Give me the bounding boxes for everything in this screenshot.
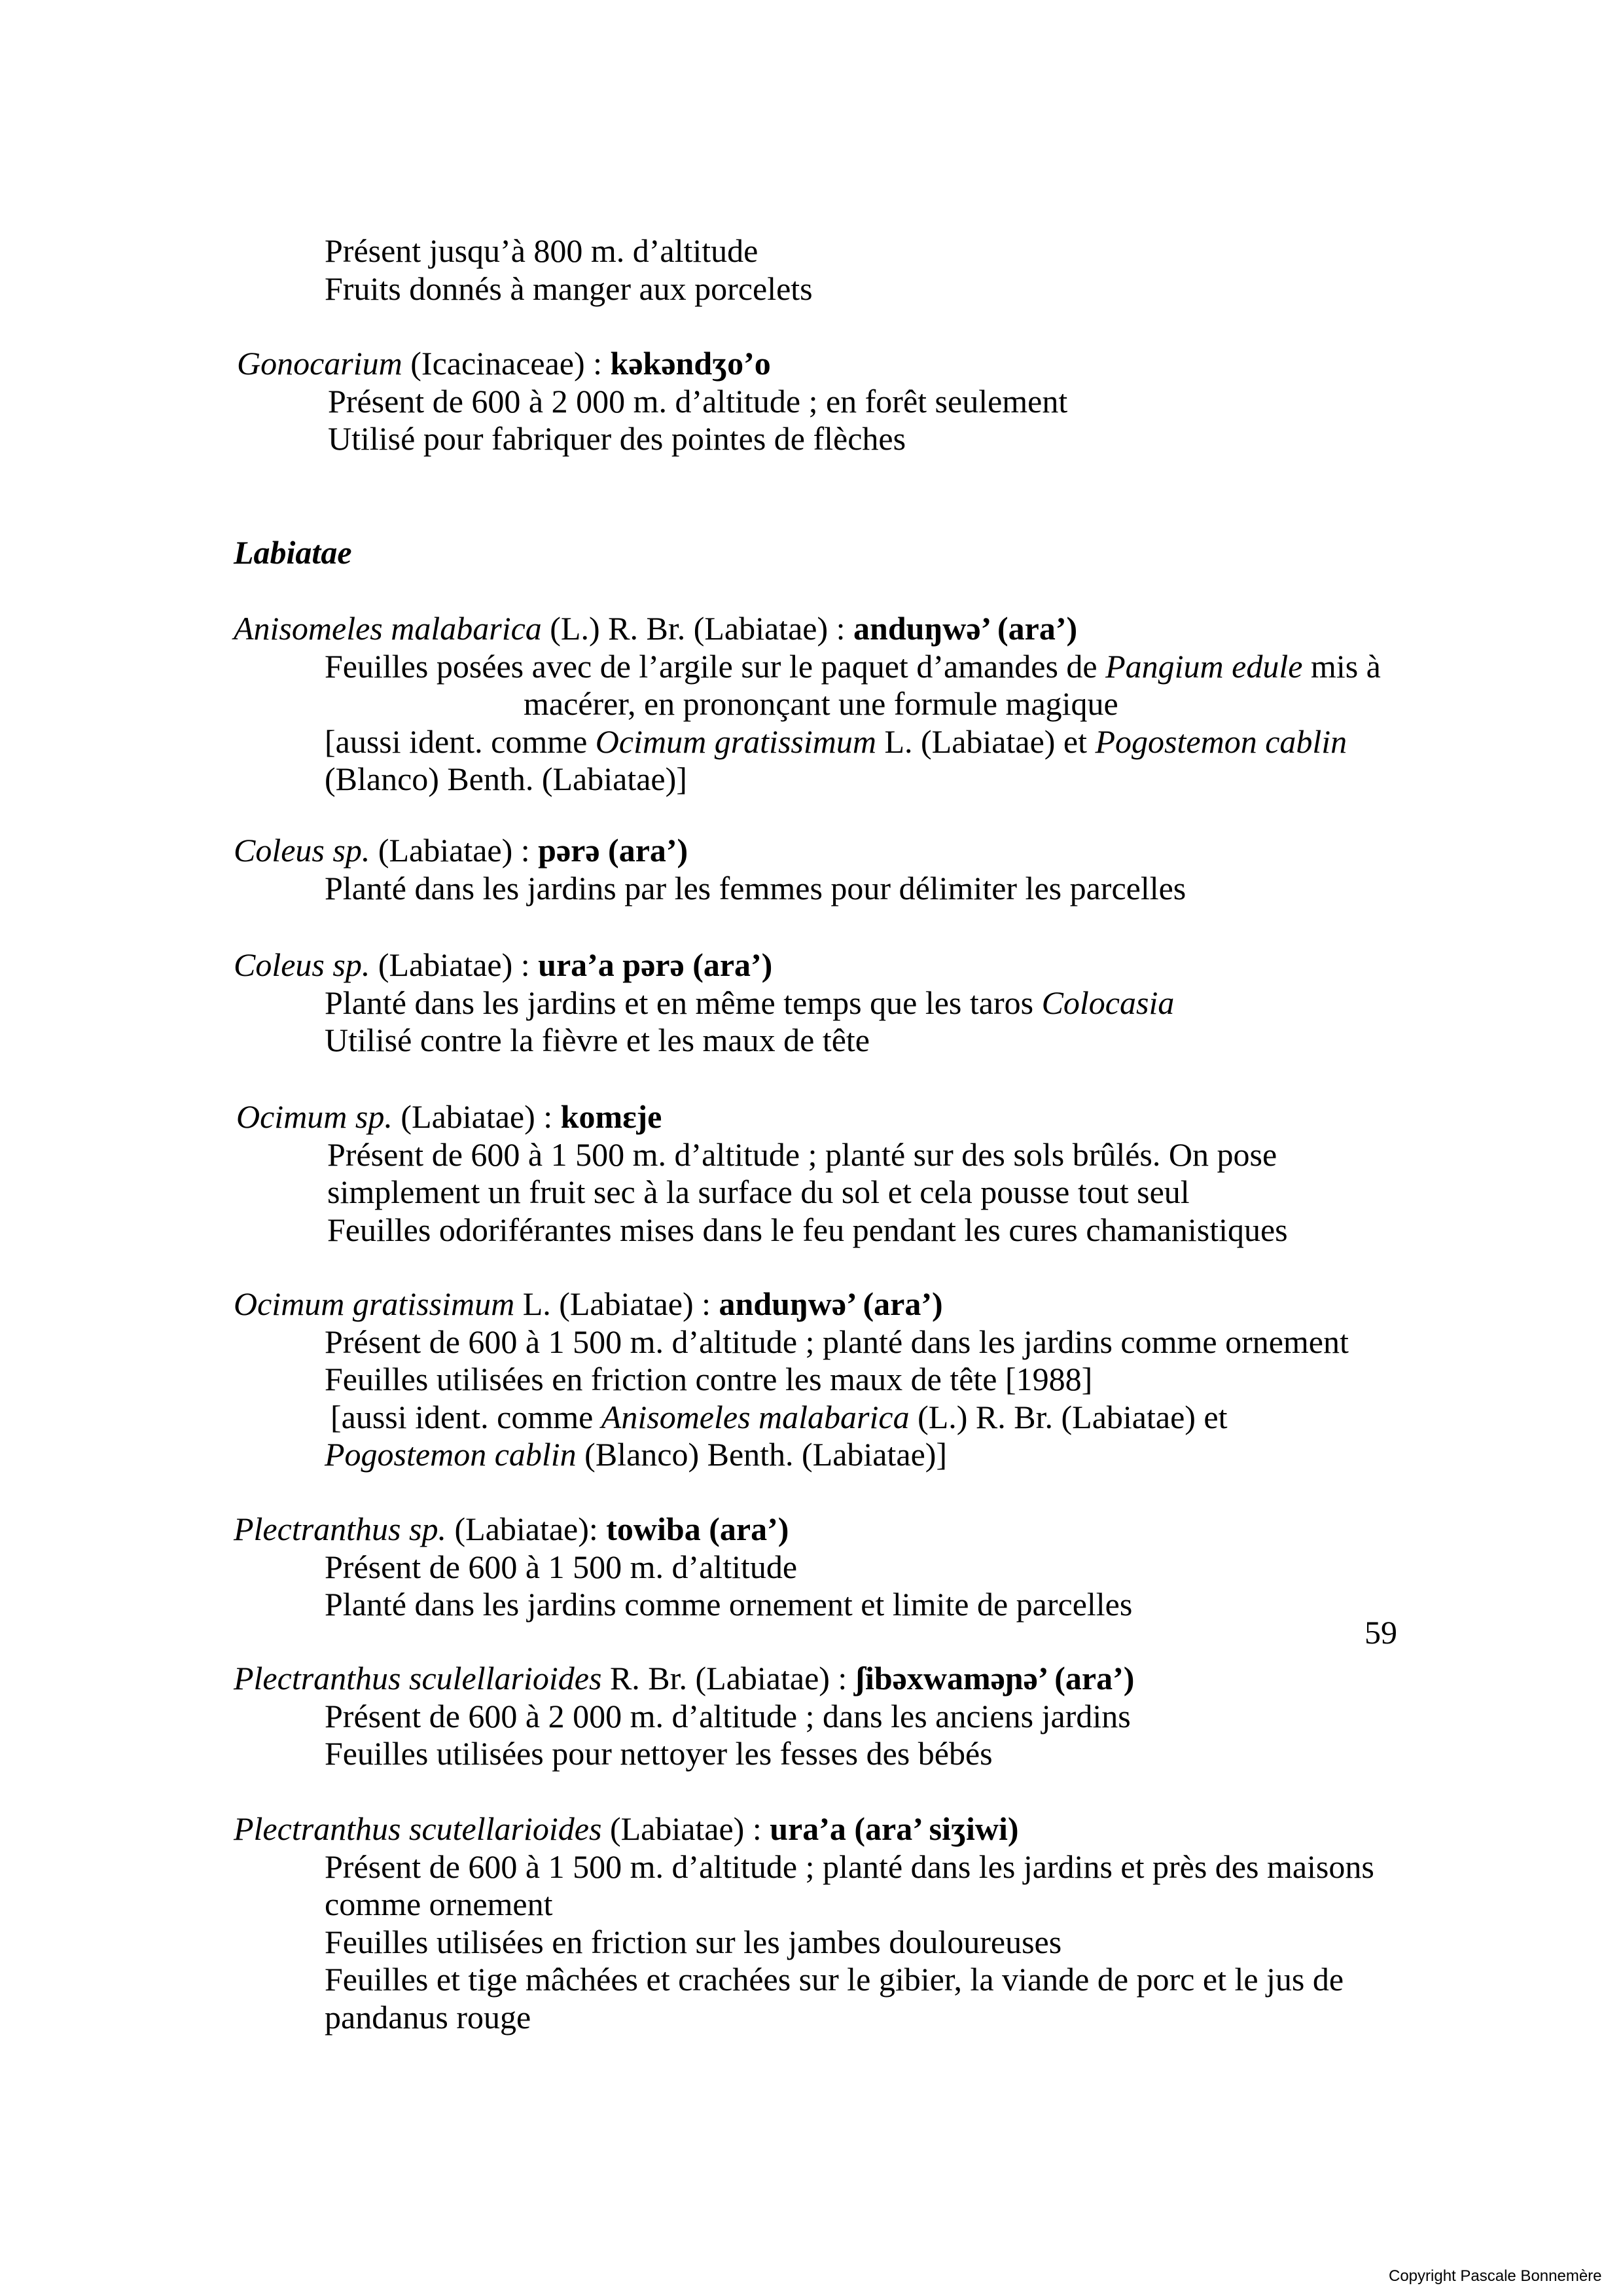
text: [aussi ident. comme	[325, 723, 596, 760]
description-line	[236, 1211, 1288, 1249]
text: Présent de 600 à 2 000 m. d’altitude ; en forêt seulement	[328, 382, 1068, 420]
vernacular-name: ura’a pərə (ara’)	[538, 946, 773, 983]
text: (Labiatae) :	[370, 832, 539, 869]
description-line	[234, 870, 1186, 908]
description-line	[234, 984, 1174, 1022]
text: Feuilles utilisées pour nettoyer les fesses des bébés	[325, 1735, 993, 1772]
scientific-name: Pogostemon cablin	[1095, 723, 1347, 760]
plant-entry	[234, 1810, 1374, 2036]
text: (L.) R. Br. (Labiatae) et	[909, 1398, 1228, 1435]
description-line	[234, 648, 1381, 686]
text: (Icacinaceae) :	[402, 345, 611, 382]
description-line	[234, 1924, 1374, 1962]
description-line	[237, 420, 1067, 458]
text: (Labiatae):	[446, 1511, 607, 1547]
text: mis à	[1302, 647, 1381, 685]
plant-entry	[237, 345, 1067, 458]
entry-heading	[234, 1285, 1349, 1323]
copyright-notice: Copyright Pascale Bonnemère	[1389, 2267, 1602, 2285]
intro-block	[234, 232, 813, 308]
text: pandanus rouge	[325, 1998, 531, 2036]
description-line	[234, 761, 1381, 798]
text: [aussi ident. comme	[330, 1398, 601, 1435]
scientific-name: Plectranthus sculellarioides	[234, 1660, 602, 1696]
vernacular-name: towiba (ara’)	[606, 1511, 789, 1547]
description-line	[234, 1586, 1132, 1624]
text: Planté dans les jardins et en même temps que les taros	[325, 984, 1042, 1021]
plant-entry	[234, 1511, 1132, 1624]
text: Présent de 600 à 2 000 m. d’altitude ; dans les anciens jardins	[325, 1697, 1131, 1734]
vernacular-name: kəkəndʒo’o	[610, 345, 771, 382]
scientific-name: Ocimum gratissimum	[234, 1285, 515, 1322]
scientific-name: Plectranthus sp.	[234, 1511, 446, 1547]
vernacular-name: ura’a (ara’ siʒiwi)	[770, 1810, 1019, 1847]
text: Feuilles et tige mâchées et crachées sur le gibier, la viande de porc et le jus de	[325, 1961, 1344, 1998]
text: L. (Labiatae) et	[876, 723, 1096, 760]
scientific-name: Pogostemon cablin	[325, 1436, 577, 1473]
scientific-name: Ocimum sp.	[236, 1098, 393, 1135]
text: Fruits donnés à manger aux porcelets	[325, 270, 813, 307]
plant-entry	[234, 946, 1174, 1060]
entry-heading	[234, 610, 1381, 648]
description-line	[234, 1549, 1132, 1587]
scientific-name: Colocasia	[1041, 984, 1175, 1021]
description-line	[234, 1698, 1134, 1736]
text: macérer, en prononçant une formule magique	[524, 685, 1118, 722]
entry-heading	[234, 832, 1186, 870]
section-heading: Labiatae	[234, 534, 352, 571]
description-line	[234, 1323, 1349, 1361]
text: (Labiatae) :	[370, 946, 539, 983]
description-line	[234, 1436, 1349, 1474]
description-line	[234, 1961, 1374, 1999]
plant-entry	[234, 610, 1381, 798]
text: Feuilles posées avec de l’argile sur le paquet d’amandes de	[325, 647, 1106, 685]
text: Feuilles utilisées en friction contre les maux de tête [1988]	[325, 1361, 1093, 1397]
vernacular-name: anduŋwə’ (ara’)	[719, 1285, 943, 1322]
description-line	[234, 1735, 1134, 1773]
text: Feuilles utilisées en friction sur les jambes douloureuses	[325, 1923, 1062, 1960]
description-line	[234, 1848, 1374, 1886]
text: Planté dans les jardins par les femmes pour délimiter les parcelles	[325, 869, 1186, 906]
description-line	[237, 383, 1067, 421]
description-line	[234, 685, 1381, 723]
text: Utilisé pour fabriquer des pointes de flèches	[328, 420, 906, 457]
text: R. Br. (Labiatae) :	[601, 1660, 855, 1696]
text: Présent de 600 à 1 500 m. d’altitude ; planté dans les jardins et près des maisons	[325, 1848, 1374, 1885]
plant-entry	[234, 1660, 1134, 1773]
text: L. (Labiatae) :	[514, 1285, 719, 1322]
text: (L.) R. Br. (Labiatae) :	[541, 610, 854, 647]
text: (Labiatae) :	[601, 1810, 770, 1847]
entry-heading	[236, 1098, 1288, 1136]
entry-heading	[234, 946, 1174, 984]
scientific-name: Anisomeles malabarica	[234, 610, 542, 647]
description-line	[234, 232, 813, 270]
text: (Blanco) Benth. (Labiatae)]	[325, 761, 687, 797]
text: Présent jusqu’à 800 m. d’altitude	[325, 232, 758, 269]
entry-heading	[234, 1660, 1134, 1698]
description-line	[234, 1999, 1374, 2037]
scientific-name: Ocimum gratissimum	[595, 723, 876, 760]
entry-heading	[234, 1511, 1132, 1549]
scientific-name: Coleus sp.	[234, 832, 370, 869]
text: Présent de 600 à 1 500 m. d’altitude ; planté sur des sols brûlés. On pose	[327, 1136, 1277, 1173]
description-line	[234, 1399, 1349, 1437]
text: simplement un fruit sec à la surface du sol et cela pousse tout seul	[327, 1174, 1190, 1210]
scientific-name: Gonocarium	[237, 345, 402, 382]
plant-entry	[234, 1285, 1349, 1474]
text: Présent de 600 à 1 500 m. d’altitude	[325, 1548, 798, 1585]
scientific-name: Coleus sp.	[234, 946, 370, 983]
description-line	[234, 1886, 1374, 1924]
scientific-name: Plectranthus scutellarioides	[234, 1810, 602, 1847]
text: Présent de 600 à 1 500 m. d’altitude ; planté dans les jardins comme ornement	[325, 1323, 1349, 1360]
description-line	[236, 1136, 1288, 1174]
text: Utilisé contre la fièvre et les maux de tête	[325, 1022, 870, 1058]
text: Planté dans les jardins comme ornement et limite de parcelles	[325, 1586, 1133, 1623]
vernacular-name: pərə (ara’)	[538, 832, 688, 869]
plant-entry	[236, 1098, 1288, 1249]
text: Feuilles odoriférantes mises dans le feu pendant les cures chamanistiques	[327, 1211, 1288, 1248]
vernacular-name: ʃibəxwaməɲə’ (ara’)	[855, 1660, 1135, 1696]
text: comme ornement	[325, 1886, 553, 1922]
scientific-name: Pangium edule	[1105, 647, 1303, 685]
vernacular-name: komɛje	[560, 1098, 662, 1135]
vernacular-name: anduŋwə’ (ara’)	[853, 610, 1078, 647]
description-line	[234, 723, 1381, 761]
entry-heading	[237, 345, 1067, 383]
description-line	[234, 1361, 1349, 1399]
page-number: 59	[1364, 1614, 1397, 1651]
text: (Blanco) Benth. (Labiatae)]	[576, 1436, 948, 1473]
description-line	[234, 270, 813, 308]
plant-entry	[234, 832, 1186, 907]
description-line	[234, 1022, 1174, 1060]
scientific-name: Anisomeles malabarica	[601, 1398, 910, 1435]
entry-heading	[234, 1810, 1374, 1848]
text: (Labiatae) :	[392, 1098, 561, 1135]
description-line	[236, 1174, 1288, 1211]
